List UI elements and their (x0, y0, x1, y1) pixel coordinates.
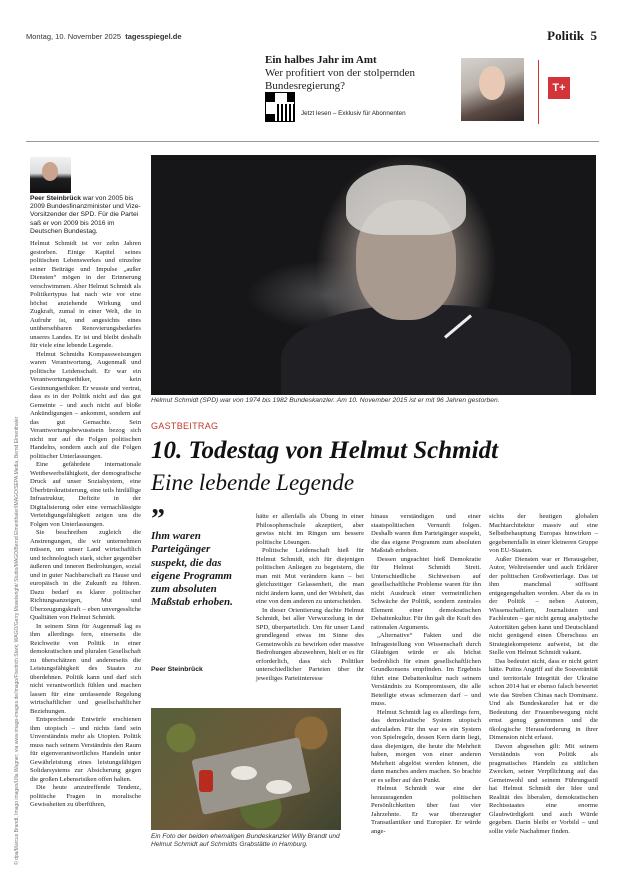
article-column-3 (371, 513, 481, 836)
author-bio (30, 195, 141, 236)
author-bio-text: war von 2005 bis 2009 Bundesfinanzminister und Vize-Vorsitzender der SPD. Für die Partei saß er von 2009 bis 2016 im Deutschen Bundestag. (30, 195, 141, 235)
paragraph: sichts der heutigen globalen Machtarchitektur massiv auf eine Selbstbehauptung Europas hinwirken – gegebenenfalls in einer kleineren Gruppe von EU-Staaten. (489, 513, 598, 554)
section-label (547, 28, 597, 44)
hero-caption: Helmut Schmidt (SPD) war von 1974 bis 1982 Bundeskanzler. Am 10. November 2015 ist er mit 96 Jahren gestorben. (151, 397, 500, 404)
header-rule (26, 141, 599, 142)
article-headline: 10. Todestag von Helmut Schmidt (151, 437, 499, 464)
author-photo (30, 157, 71, 193)
hero-photo (151, 155, 596, 395)
grave-photo (151, 708, 341, 830)
teaser-subtitle-line-2: Bundesregierung? (265, 80, 346, 92)
header-site[interactable]: tagesspiegel.de (125, 32, 182, 41)
paragraph: Davon abgesehen gilt: Mit seinem Verständnis von Politik als pragmatisches Handeln zu sittlichen Zwecken, seiner Verpflichtung auf das Gemeinwohl und seinem Führungsstil hat Helmut Schmidt der Idee und Realität des liberalen, demokratischen Rechtsstaates eine enorme Glaubwürdigkeit und auch Würde gegeben. Darin bleibt er Vorbild – und sollte viele Nachahmer finden. (489, 742, 598, 835)
paragraph: Helmut Schmidt ist vor zehn Jahren gestorben. Einige Kapitel seines politischen Lebenswerkes und einzelne seiner Beiträge und Impulse „außer Diensten“ mögen in der Erinnerung verschwimmen. Aber Helmut Schmidt als Politikertypus hat nach wie vor eine höchst anziehende Wirkung und Zugkraft, zumal in einer Welt, die in Aufruhr ist, und angesichts eines unübersehbaren Renovierungsbedarfes unseres Landes. Er ist und bleibt deshalb für viele eine lebende Legende. (30, 240, 141, 349)
paragraph: Entsprechende Entwürfe erschienen ihm utopisch – und nichts fand sein Unverständnis mehr als Utopien. Politik muss nach seinem Verständnis den Raum für eigenverantwortliches Handeln unter Gewährleistung eines leistungsfähigen Solidarsystems zur Absicherung gegen die großen Lebensrisiken offen halten. (30, 716, 141, 783)
pull-quote-author: Peer Steinbrück (151, 666, 203, 673)
article-column-2 (256, 513, 364, 683)
paragraph: Eine gefährdete internationale Wettbewerbsfähigkeit, der demografische Druck auf unser Sozialsystem, eine Überbürokratisierung, eine teils hinfällige Infrastruktur, Defizite in der Digitalisierung oder eine vernachlässigte Verteidigungsfähigkeit zeigen uns die Folgen von Unterlassungen. (30, 461, 141, 528)
article-column-1 (30, 240, 141, 810)
qr-code-icon[interactable] (265, 92, 295, 122)
page-number: 5 (590, 28, 597, 43)
paragraph: Das bedeutet nicht, dass er nicht geirrt hätte. Putins Angriff auf die Souveränität und territoriale Integrität der Ukraine schon 2014 hat er ebenso falsch bewertet wie das Streben Chinas nach Dominanz. Und als Bundeskanzler hat er die Bedeutung der Frauenbewegung nicht ernst genug genommen und die ökologische Herausforderung in ihrer Dimension nicht erfasst. (489, 657, 598, 741)
author-name: Peer Steinbrück (30, 195, 81, 202)
paragraph: Helmut Schmidts Kompassweisungen waren Verantwortung, Augenmaß und politische Leidenschaft. Er war ein Verantwortungsethiker, kein Gesinnungsethiker. Er wusste und vertrat, dass es in der Politik nicht auf das gut Gemeinte – und auch nicht auf bloße Ankündigungen – ankommt, sondern auf das gut Gemachte. Sein Verantwortungsbewusstsein bezog sich nicht nur auf die Folgen politischen Handelns, sondern auch auf die Folgen politischer Unterlassungen. (30, 350, 141, 460)
grave-caption: Ein Foto der beiden ehemaligen Bundeskanzler Willy Brandt und Helmut Schmidt auf Schmidts Grabstätte in Hamburg. (151, 833, 340, 848)
paragraph: Dessen ungeachtet hieß Demokratie für Helmut Schmidt Streit. Unterschiedliche Sichtweisen auf gesellschaftliche Probleme waren für ihn nicht Ausdruck einer vermeintlichen Schwäche der Politik, sondern zentrales Element einer demokratischen Debattenkultur. Für ihn galt die Kraft des rationalen Arguments. (371, 555, 481, 631)
paragraph: Die heute anzutreffende Tendenz, politische Fragen in moralische Gewissheiten zu überführen, (30, 784, 141, 808)
paragraph: Politische Leidenschaft hieß für Helmut Schmidt, sich für diejenigen politischen Anliegen zu begeistern, die man mit Mut verändern kann – bei gleichzeitiger Gelassenheit, die man nicht ändern kann, und der Weisheit, das eine von dem anderen zu unterscheiden. (256, 547, 364, 605)
tplus-badge[interactable]: T+ (548, 77, 570, 99)
teaser-box[interactable] (265, 54, 455, 117)
paragraph: Außer Diensten war er Herausgeber, Autor, Weltreisender und auch Erklärer der politischen Großwetterlage. Das ist ihm manchmal süffisant entgegengehalten worden. Aber da es in der Politik – neben Autoren, Wissenschaftlern, Journalisten und Fachleuten – gar nicht genug analytische Autoritäten geben kann und Deutschland nicht genügend einen Überschuss an Strategiekompetenz aufweist, ist die Stelle von Helmut Schmidt vakant. (489, 555, 598, 656)
teaser-photo (461, 58, 524, 121)
section-name: Politik (547, 28, 584, 43)
header-date: Montag, 10. November 2025 tagesspiegel.de (26, 32, 182, 41)
teaser-subtitle-line-1: Wer profitiert von der stolpernden (265, 67, 416, 79)
article-kicker: GASTBEITRAG (151, 421, 219, 431)
paragraph: Helmut Schmidt war eine der herausragenden politischen Persönlichkeiten über fast vier Jahrzehnte. Er war überzeugter Transatlantiker und Europäer. Er würde ange- (371, 785, 481, 835)
quote-icon: ” (151, 504, 165, 535)
paragraph: hinaus verständigen und einer staatspolitischen Vernunft folgen. Deshalb waren ihm Parteigänger suspekt, die das eigene Programm zum absoluten Maßstab erhoben. (371, 513, 481, 554)
teaser-link[interactable]: Jetzt lesen – Exklusiv für Abonnenten (301, 110, 406, 117)
photo-credits: © dpa/Marcus Brandt, Imago images/Ulla Wagner; via www.imago-images.de/imago/Friedrich Stark; WAGO/Gerry Moxelwright/ Studio/MAGO/Bernd Elmenthaler/IMAGO/SEPA.Media, Bernd Elmenthaler (14, 416, 20, 865)
article-subheadline: Eine lebende Legende (151, 470, 355, 495)
paragraph: In dieser Orientierung dachte Helmut Schmidt, bei aller Verwurzelung in der SPD, überparteilich. Um für unser Land grundlegend etwas im Sinne des Gemeinwohls zu bewirken oder massive Bedrohungen abzuwehren, hielt er es für erforderlich, dass sich Politiker unterschiedlicher Parteien über ihr jeweiliges Parteiinteresse (256, 606, 364, 682)
paragraph: In seinem Sinn für Augenmaß lag es ihm allerdings fern, einerseits die Reichweite von Politik in einer demokratischen und pluralen Gesellschaft zu überschätzen und andererseits die Leistungsfähigkeit des Staates zu überdehnen. Politik kann und darf sich nicht verantwortlich fühlen und machen lassen für eine umfassende Regelung wirtschaftlicher und gesellschaftlicher Beziehungen. (30, 622, 141, 715)
paragraph: Helmut Schmidt lag es allerdings fern, das demokratische System utopisch aufzuladen. Für ihn war es ein System von Spielregeln, dessen Kern darin liegt, dass diejenigen, die heute die Mehrheit haben, morgen von einer anderen Mehrheit abgelöst werden können, die dann manches anders machen. So brachte er es selber auf den Punkt. (371, 708, 481, 784)
pull-quote: Ihm waren Parteigänger suspekt, die das eigene Programm zum absoluten Maßstab erhoben. (151, 530, 233, 609)
divider (538, 60, 539, 124)
paragraph: Sie beschreiben zugleich die Anstrengungen, die wir unternehmen müssen, um unser Land wirtschaftlich und technologisch stark, sicher gegenüber äußeren und inneren Bedrohungen, sozial und in guter Nachbarschaft zu Hause und europäisch in die Zukunft zu führen. Dazu bedarf es klarer politischer Richtungsanzeigen, Mut und Überzeugungskraft – eben unvergessliche Qualitäten von Helmut Schmidt. (30, 529, 141, 621)
article-column-4 (489, 513, 598, 836)
teaser-title[interactable]: Ein halbes Jahr im Amt (265, 54, 377, 66)
paragraph: hätte er allenfalls als Übung in einer Philosophenschule akzeptiert, aber gewiss nicht im Ringen um bessere politische Lösungen. (256, 513, 364, 546)
paragraph: „Alternative“ Fakten und die Infragestellung von Wissenschaft durch Gläubigen würde er als höchst bedrohlich für einen gesellschaftlichen Grundkonsens empfinden. Im Ergebnis führt eine Debattenkultur nach seinem Verständnis zu Kompromissen, die alle Beteiligte etwas schmerzen darf – und muss. (371, 632, 481, 707)
